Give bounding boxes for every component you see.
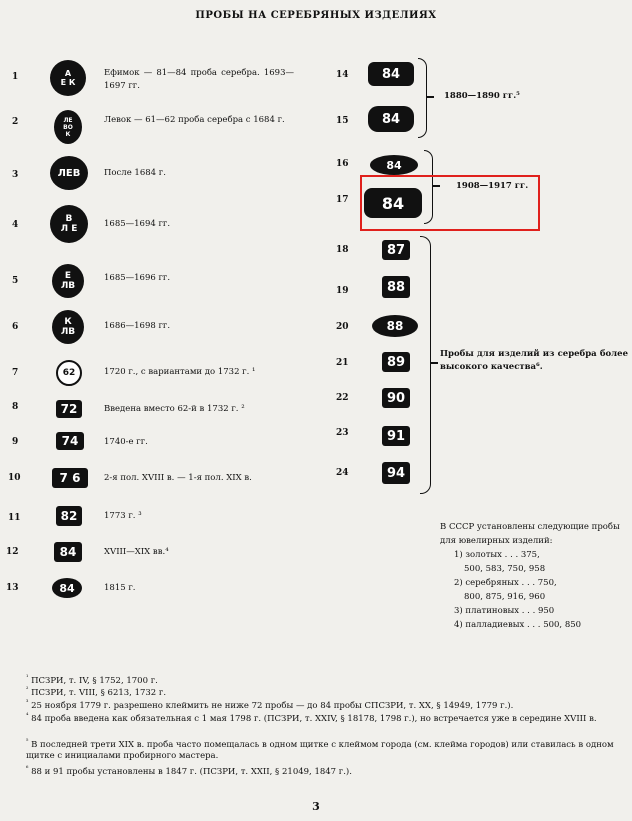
hallmark-82: 82 — [56, 506, 82, 526]
hallmark-76: 7 6 — [52, 468, 88, 488]
hallmark-74: 74 — [56, 432, 84, 450]
item-number: 5 — [12, 276, 19, 286]
hallmark-klv: К ЛВ — [52, 310, 84, 344]
item-description: Левок — 61—62 проба серебра с 1684 г. — [104, 115, 285, 125]
page-number: 3 — [312, 800, 320, 813]
hallmark-levok: ЛЕ ВО К — [54, 110, 82, 144]
item-number: 21 — [336, 358, 349, 368]
ussr-silver-values: 800, 875, 916, 960 — [464, 592, 546, 602]
ussr-gold-values: 500, 583, 750, 958 — [464, 564, 546, 574]
hallmark-87: 87 — [382, 240, 410, 260]
ussr-standards — [440, 520, 620, 632]
hallmark-lev: ЛЕВ — [50, 156, 88, 190]
footnote-marker: ⁵ — [26, 738, 29, 745]
ussr-silver: 2) серебряных . . . 750, — [454, 578, 557, 588]
item-description: Ефимок — 81—84 проба серебра. 1693—1697 гг. — [104, 68, 294, 91]
footnote-text: ПСЗРИ, т. IV, § 1752, 1700 г. — [31, 675, 158, 686]
hallmark-84: 84 — [54, 542, 82, 562]
group-label-high-quality: Пробы для изделий из серебра более высокого качества⁶. — [440, 349, 628, 372]
hallmark-88-oval: 88 — [372, 315, 418, 337]
hallmark-91: 91 — [382, 426, 410, 446]
footnote-marker: ⁶ — [26, 765, 29, 772]
ussr-intro: В СССР установлены следующие пробы для ювелирных изделий: — [440, 522, 620, 546]
hallmark-84-shield: 84 — [368, 106, 414, 132]
hallmark-94: 94 — [382, 462, 410, 484]
item-number: 14 — [336, 70, 349, 80]
hallmark-90: 90 — [382, 388, 410, 408]
item-number: 13 — [6, 583, 19, 593]
highlight-box — [360, 175, 540, 231]
item-number: 24 — [336, 468, 349, 478]
item-description: 1815 г. — [104, 583, 136, 593]
item-description: 1740-е гг. — [104, 437, 148, 447]
footnote-text: ПСЗРИ, т. VIII, § 6213, 1732 г. — [31, 687, 167, 698]
hallmark-88: 88 — [382, 276, 410, 298]
item-description: 1685—1696 гг. — [104, 273, 171, 283]
ussr-platinum: 3) платиновых . . . 950 — [454, 606, 555, 616]
bracket-group-1 — [418, 58, 427, 138]
item-number: 17 — [336, 195, 349, 205]
footnote-text: 25 ноября 1779 г. разрешено клеймить не ниже 72 пробы — до 84 пробы СПСЗРИ, т. XX, § 14949, 1779 г.). — [31, 700, 514, 711]
item-number: 15 — [336, 116, 349, 126]
hallmark-62: 62 — [56, 360, 82, 386]
footnote-text: 84 проба введена как обязательная с 1 мая 1798 г. (ПСЗРИ, т. XXIV, § 18178, 1798 г.), но встречается уже в середине XVIII в. — [31, 713, 597, 724]
item-number: 10 — [8, 473, 21, 483]
bracket-tip — [426, 96, 434, 98]
hallmark-vle: В Л Е — [50, 205, 88, 243]
item-number: 9 — [12, 437, 19, 447]
item-description: 2-я пол. XVIII в. — 1-я пол. XIX в. — [104, 473, 252, 483]
footnote-marker: ² — [26, 686, 29, 693]
item-number: 22 — [336, 393, 349, 403]
hallmark-84-shield: 84 — [368, 62, 414, 86]
item-number: 16 — [336, 159, 349, 169]
hallmark-84-kokoshnik: 84 — [364, 188, 422, 218]
ussr-palladium: 4) палладиевых . . . 500, 850 — [454, 620, 582, 630]
item-description: После 1684 г. — [104, 168, 166, 178]
item-number: 2 — [12, 117, 19, 127]
page-title: ПРОБЫ НА СЕРЕБРЯНЫХ ИЗДЕЛИЯХ — [195, 10, 437, 21]
item-number: 7 — [12, 368, 19, 378]
item-description: 1685—1694 гг. — [104, 219, 171, 229]
item-number: 3 — [12, 170, 19, 180]
item-description: XVIII—XIX вв.⁴ — [104, 547, 169, 557]
item-number: 4 — [12, 220, 19, 230]
footnote-marker: ¹ — [26, 674, 29, 681]
item-number: 8 — [12, 402, 19, 412]
item-description: 1720 г., с вариантами до 1732 г. ¹ — [104, 367, 256, 377]
footnote-text: 88 и 91 пробы установлены в 1847 г. (ПСЗРИ, т. XXII, § 21049, 1847 г.). — [31, 766, 352, 777]
hallmark-84-oval: 84 — [52, 578, 82, 598]
footnote-marker: ³ — [26, 699, 29, 706]
bracket-tip — [430, 362, 438, 364]
footnote-text: В последней трети XIX в. проба часто помещалась в одном щитке с клеймом города (см. клейма городов) или ставилась в одном щитке с инициалами пробирного мастера. — [26, 739, 614, 762]
footnote-marker: ⁴ — [26, 712, 29, 719]
hallmark-89: 89 — [382, 352, 410, 372]
item-description: Введена вместо 62-й в 1732 г. ² — [104, 404, 245, 414]
item-number: 18 — [336, 245, 349, 255]
hallmark-84-oval: 84 — [370, 155, 418, 175]
ussr-gold: 1) золотых . . . 375, — [454, 550, 540, 560]
group-label-1880: 1880—1890 гг.⁵ — [444, 91, 520, 101]
hallmark-efimok: А Е К — [50, 60, 86, 96]
item-number: 11 — [8, 513, 21, 523]
bracket-group-3 — [420, 236, 431, 494]
item-number: 19 — [336, 286, 349, 296]
group-label-1908: 1908—1917 гг. — [456, 181, 529, 191]
item-number: 20 — [336, 322, 349, 332]
item-number: 6 — [12, 322, 19, 332]
hallmark-elv: Е ЛВ — [52, 264, 84, 298]
item-number: 23 — [336, 428, 349, 438]
item-number: 12 — [6, 547, 19, 557]
item-description: 1686—1698 гг. — [104, 321, 171, 331]
item-number: 1 — [12, 72, 19, 82]
hallmark-72: 72 — [56, 400, 82, 418]
item-description: 1773 г. ³ — [104, 511, 142, 521]
